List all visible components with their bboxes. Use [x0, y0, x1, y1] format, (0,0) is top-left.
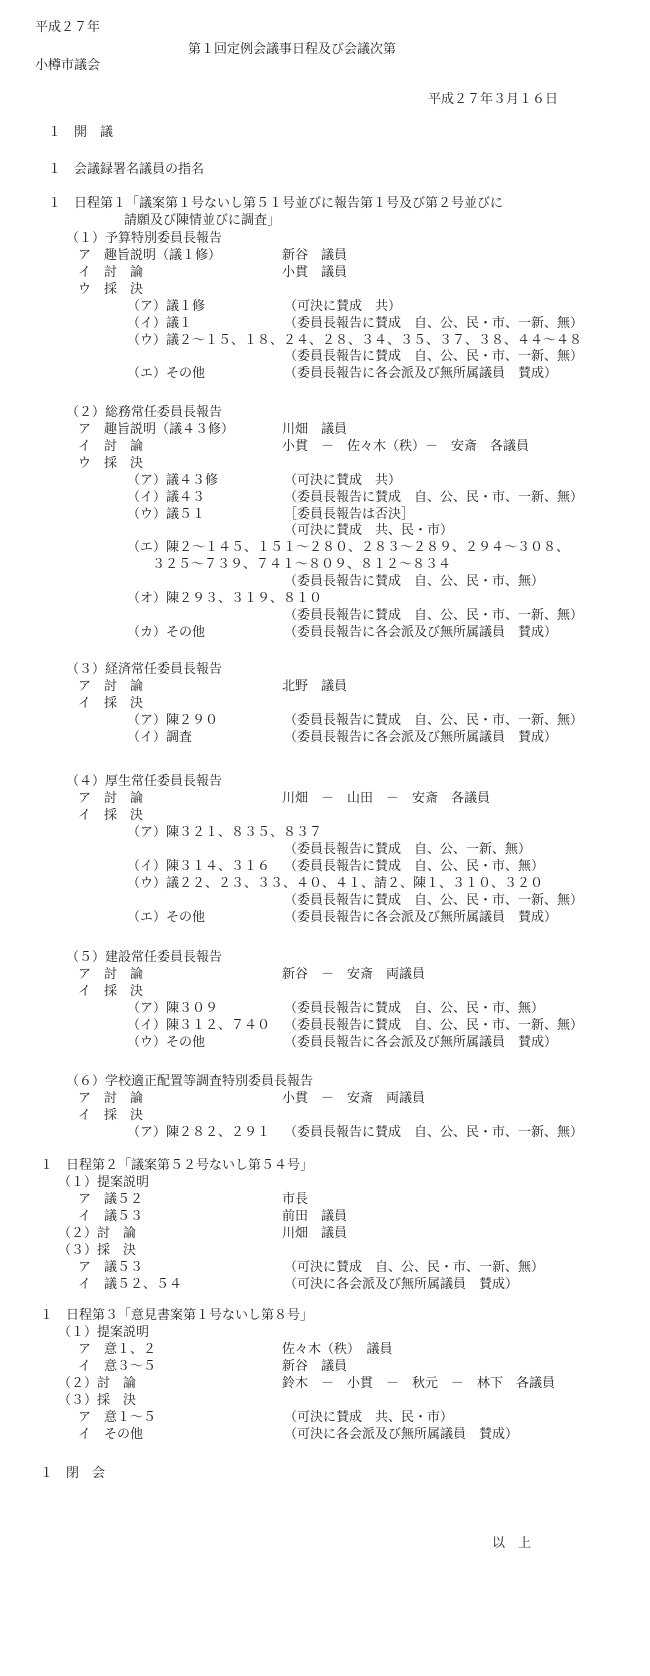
vote-result: （委員長報告に賛成 自、公、民・市、一新、無）	[284, 713, 584, 728]
speaker: 川畑 議員	[282, 422, 348, 437]
agenda1-title-line2: 請願及び陳情並びに調査」	[124, 213, 281, 228]
vote-label: （イ）調査	[127, 730, 193, 745]
vote-label: （エ）その他	[127, 366, 206, 381]
document-date: 平成２７年３月１６日	[428, 92, 559, 107]
vote-label: （ウ）議２２、２３、３３、４０、４１、請２、陳１、３１０、３２０	[127, 876, 544, 891]
speaker: 前田 議員	[282, 1209, 348, 1224]
vote-label: （イ）議４３	[127, 490, 206, 505]
section-title: （１）予算特別委員長報告	[66, 231, 223, 246]
vote-result: （可決に賛成 共）	[284, 473, 402, 488]
vote-result: （委員長報告に賛成 自、公、民・市、一新、無）	[284, 316, 584, 331]
section-title: （５）建設常任委員長報告	[66, 950, 223, 965]
speaker: 小貫 － 佐々木（秩）－ 安斎 各議員	[282, 439, 530, 454]
section-title: （６）学校適正配置等調査特別委員長報告	[66, 1074, 314, 1089]
section-title: （２）総務常任委員長報告	[66, 405, 223, 420]
item-closing: １ 閉 会	[40, 1466, 106, 1481]
vote-label: （カ）その他	[127, 625, 206, 640]
agenda3-debate: （２）討 論	[58, 1376, 137, 1391]
vote-result: （委員長報告に賛成 自、公、民・市、一新、無）	[284, 349, 584, 364]
item-label: イ 意３～５	[78, 1359, 157, 1374]
vote-result: （委員長報告に各会派及び無所属議員 賛成）	[284, 910, 558, 925]
section-title: （３）経済常任委員長報告	[66, 662, 223, 677]
item-label: ア 討 論	[78, 791, 144, 806]
item-label: ア 討 論	[78, 679, 144, 694]
vote-result: （委員長報告に賛成 自、公、民・市、一新、無）	[284, 1018, 584, 1033]
item-label: ア 討 論	[78, 967, 144, 982]
vote-label: （ア）議４３修	[127, 473, 219, 488]
agenda2-title: １ 日程第２「議案第５２号ないし第５４号」	[40, 1158, 314, 1173]
speaker: 新谷 議員	[282, 1359, 348, 1374]
vote-result: （委員長報告に各会派及び無所属議員 賛成）	[284, 366, 558, 381]
vote-result: （委員長報告に各会派及び無所属議員 賛成）	[284, 730, 558, 745]
vote-label: ア 意１～５	[78, 1410, 157, 1425]
item-label: ア 討 論	[78, 1091, 144, 1106]
vote-label: イ 議５２、５４	[78, 1277, 183, 1292]
speaker: 川畑 － 山田 － 安斎 各議員	[282, 791, 491, 806]
agenda2-vote: （３）採 決	[58, 1243, 137, 1258]
vote-label: （ア）陳３２１、８３５、８３７	[127, 825, 323, 840]
agenda2-debate: （２）討 論	[58, 1226, 137, 1241]
vote-label: （ウ）その他	[127, 1035, 206, 1050]
item-label: ア 意１、２	[78, 1342, 157, 1357]
speaker: 新谷 － 安斎 両議員	[282, 967, 426, 982]
vote-result: （委員長報告に賛成 自、公、民・市、一新、無）	[284, 1125, 584, 1140]
vote-label: （ア）陳２９０	[127, 713, 219, 728]
vote-result: （委員長報告に賛成 自、公、民・市、無）	[284, 574, 545, 589]
vote-label: （ア）陳３０９	[127, 1001, 219, 1016]
speaker: 新谷 議員	[282, 248, 348, 263]
item-label: イ 議５３	[78, 1209, 144, 1224]
vote-result: （可決に賛成 共、民・市）	[284, 523, 454, 538]
vote-label: イ その他	[78, 1427, 144, 1442]
item-signers: １ 会議録署名議員の指名	[48, 162, 205, 177]
vote-label-continued: ３２５～７３９、７４１～８０９、８１２～８３４	[152, 557, 452, 572]
document-title: 第１回定例会議事日程及び会議次第	[188, 42, 397, 57]
end-mark: 以 上	[492, 1536, 532, 1551]
vote-result: （委員長報告に賛成 自、公、民・市、一新、無）	[284, 490, 584, 505]
speaker: 川畑 議員	[282, 1226, 348, 1241]
item-label: イ 採 決	[78, 1108, 144, 1123]
vote-result: （委員長報告に賛成 自、公、民・市、一新、無）	[284, 893, 584, 908]
vote-label: （オ）陳２９３、３１９、８１０	[127, 591, 323, 606]
section-title: （４）厚生常任委員長報告	[66, 774, 223, 789]
agenda2-proposal: （１）提案説明	[58, 1175, 150, 1190]
item-label: ウ 採 決	[78, 456, 144, 471]
speaker: 北野 議員	[282, 679, 348, 694]
vote-label: （エ）その他	[127, 910, 206, 925]
agenda3-title: １ 日程第３「意見書案第１号ないし第８号」	[40, 1308, 314, 1323]
vote-label: （ア）議１修	[127, 299, 206, 314]
item-label: イ 討 論	[78, 439, 144, 454]
vote-label: （イ）陳３１４、３１６	[127, 859, 271, 874]
vote-label: ア 議５３	[78, 1260, 144, 1275]
vote-result: （委員長報告に賛成 自、公、民・市、一新、無）	[284, 608, 584, 623]
item-label: ア 議５２	[78, 1192, 144, 1207]
vote-label: （イ）議１	[127, 316, 193, 331]
speaker: 鈴木 － 小貫 － 秋元 － 林下 各議員	[282, 1376, 556, 1391]
speaker: 市長	[282, 1192, 309, 1207]
speaker: 佐々木（秩） 議員	[282, 1342, 393, 1357]
vote-result: （委員長報告に賛成 自、公、民・市、無）	[284, 1001, 545, 1016]
header-era: 平成２７年	[35, 20, 101, 35]
vote-result: ［委員長報告は否決］	[284, 507, 415, 522]
speaker: 小貫 － 安斎 両議員	[282, 1091, 426, 1106]
vote-label: （ウ）議５１	[127, 507, 206, 522]
item-label: ア 趣旨説明（議４３修）	[78, 422, 235, 437]
vote-label: （ア）陳２８２、２９１	[127, 1125, 271, 1140]
vote-result: （可決に賛成 共、民・市）	[284, 1410, 454, 1425]
agenda1-title-line1: １ 日程第１「議案第１号ないし第５１号並びに報告第１号及び第２号並びに	[48, 196, 504, 211]
vote-label: （ウ）議２～１５、１８、２４、２８、３４、３５、３７、３８、４４～４８	[127, 333, 583, 348]
vote-label: （イ）陳３１２、７４０	[127, 1018, 271, 1033]
speaker: 小貫 議員	[282, 265, 348, 280]
item-label: ウ 採 決	[78, 282, 144, 297]
agenda3-vote: （３）採 決	[58, 1393, 137, 1408]
vote-label: （エ）陳２～１４５、１５１～２８０、２８３～２８９、２９４～３０８、	[127, 540, 570, 555]
vote-result: （可決に各会派及び無所属議員 賛成）	[284, 1277, 519, 1292]
agenda3-proposal: （１）提案説明	[58, 1325, 150, 1340]
vote-result: （可決に賛成 自、公、民・市、一新、無）	[284, 1260, 545, 1275]
vote-result: （委員長報告に賛成 自、公、一新、無）	[284, 842, 532, 857]
vote-result: （委員長報告に各会派及び無所属議員 賛成）	[284, 625, 558, 640]
item-label: イ 討 論	[78, 265, 144, 280]
vote-result: （委員長報告に賛成 自、公、民・市、無）	[284, 859, 545, 874]
vote-result: （可決に各会派及び無所属議員 賛成）	[284, 1427, 519, 1442]
item-label: イ 採 決	[78, 696, 144, 711]
vote-result: （可決に賛成 共）	[284, 299, 402, 314]
item-label: イ 採 決	[78, 984, 144, 999]
vote-result: （委員長報告に各会派及び無所属議員 賛成）	[284, 1035, 558, 1050]
item-label: ア 趣旨説明（議１修）	[78, 248, 222, 263]
item-opening: １ 開 議	[48, 125, 114, 140]
header-council: 小樽市議会	[35, 58, 101, 73]
item-label: イ 採 決	[78, 808, 144, 823]
